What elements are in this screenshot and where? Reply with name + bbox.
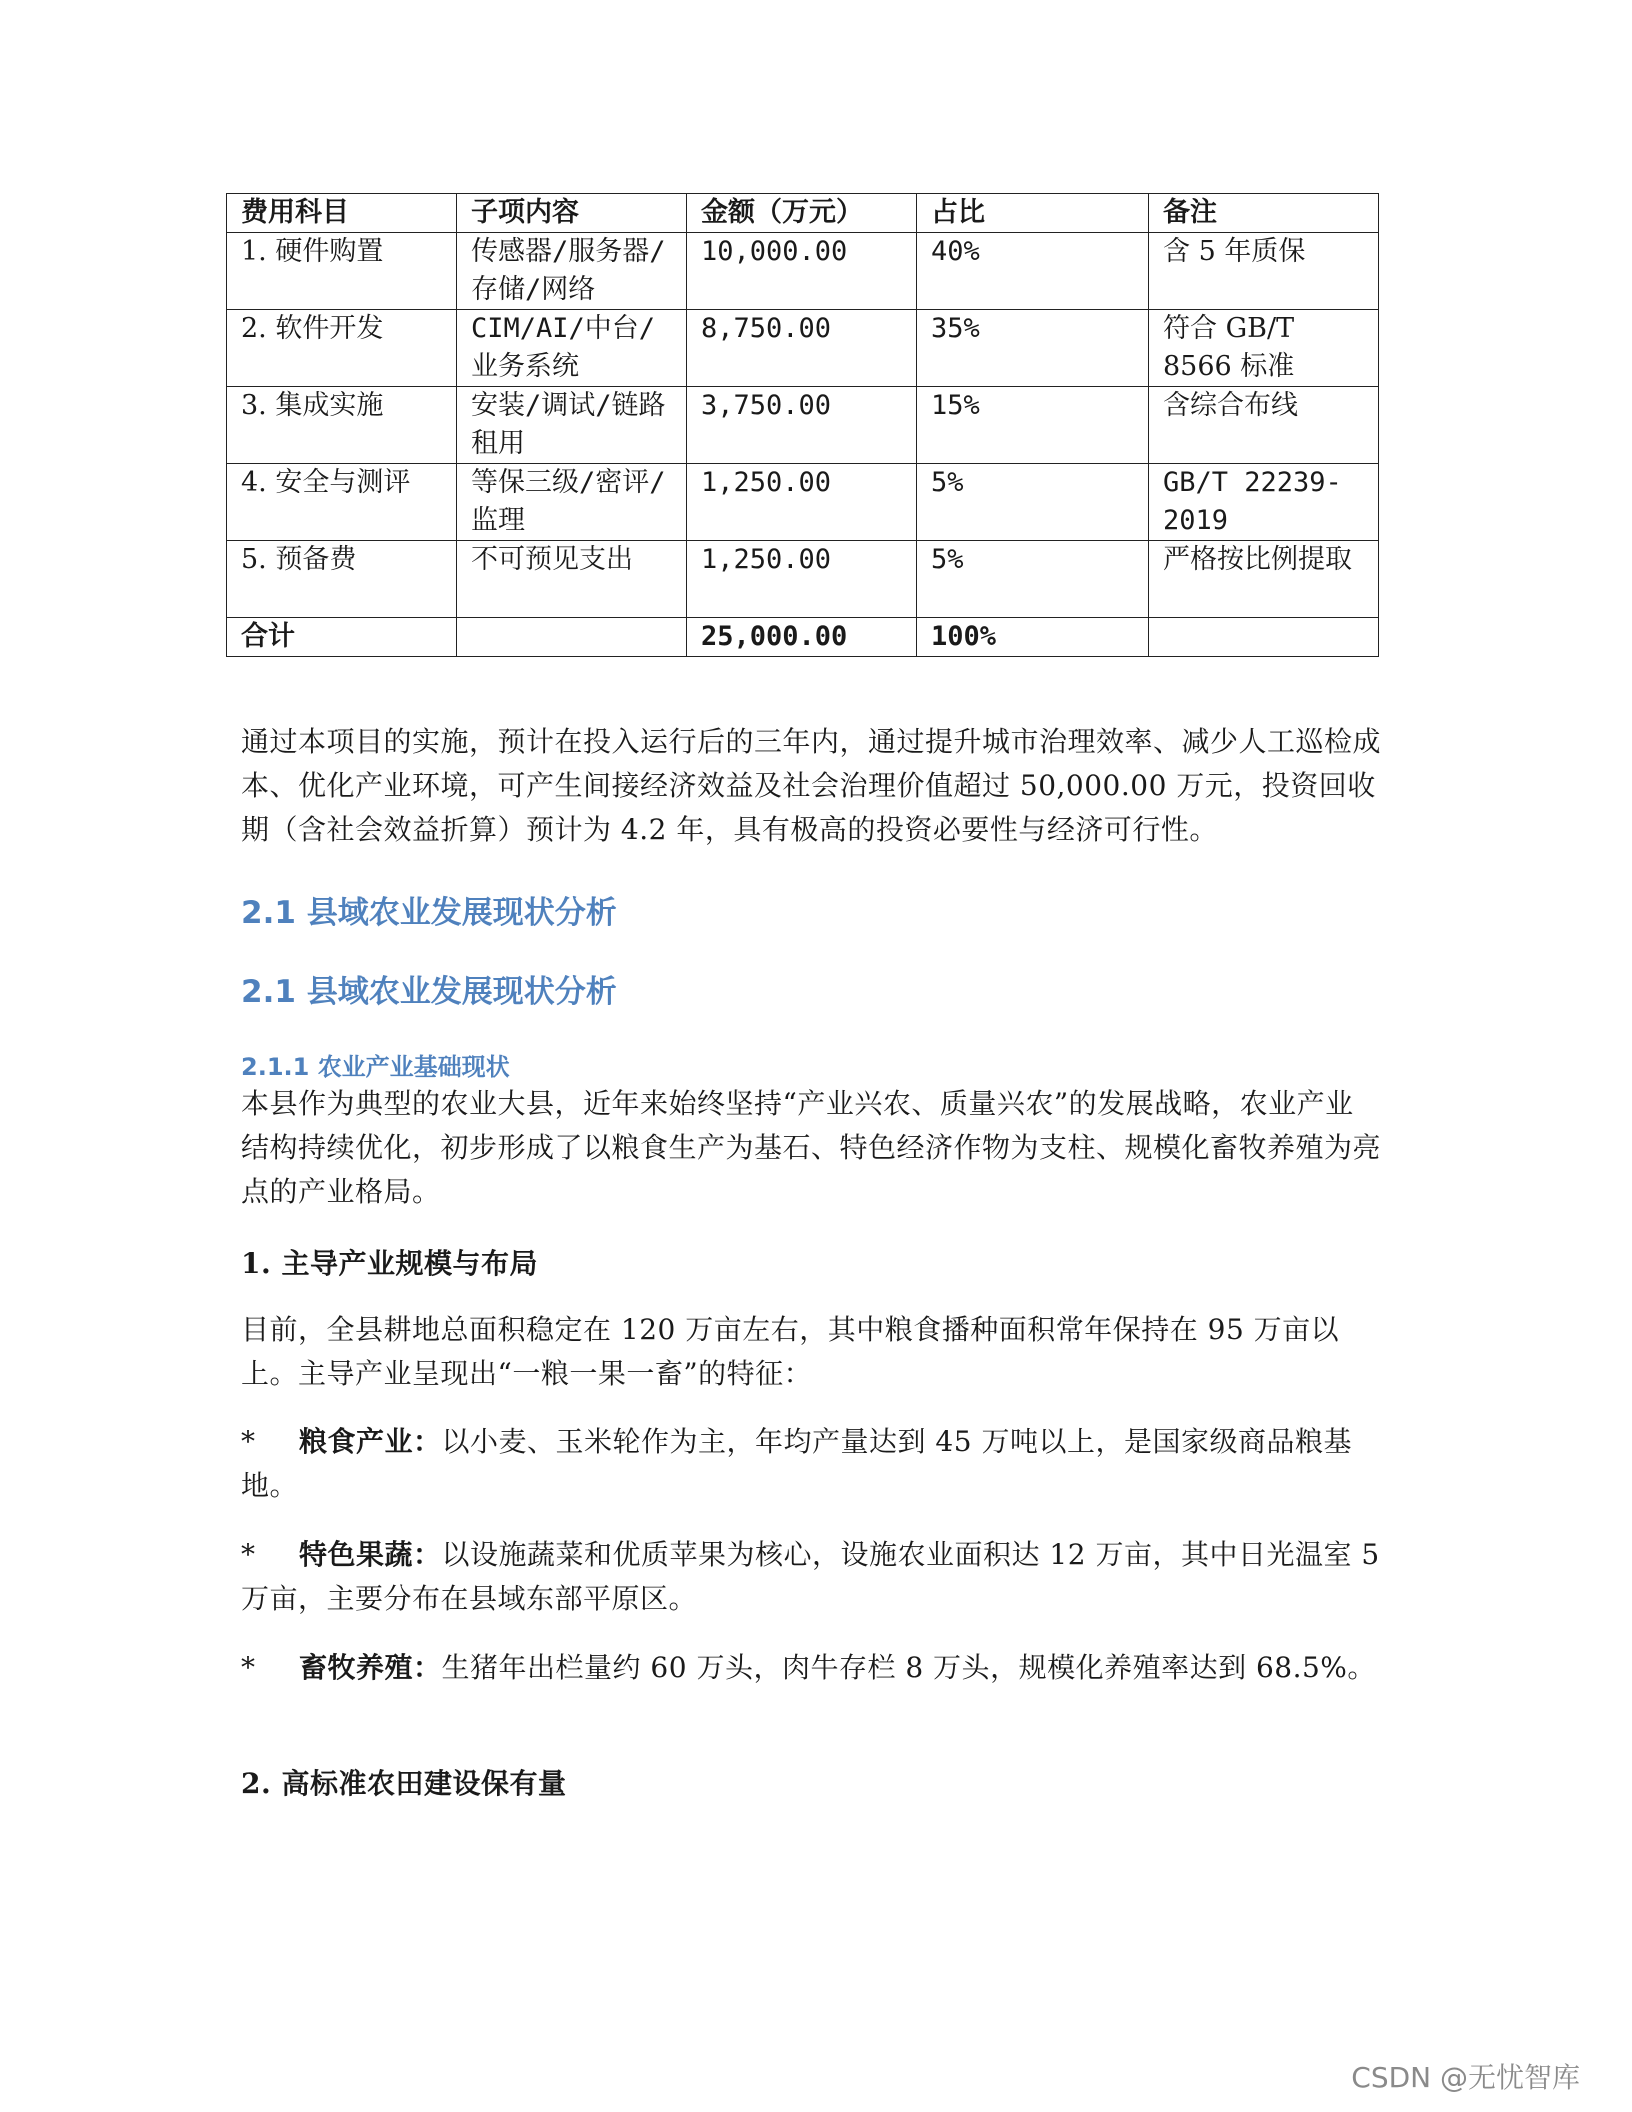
cell-item: 5. 预备费 bbox=[227, 541, 457, 618]
cell-amount: 1,250.00 bbox=[687, 464, 917, 541]
budget-table bbox=[226, 193, 1379, 657]
intro-paragraph: 本县作为典型的农业大县，近年来始终坚持“产业兴农、质量兴农”的发展战略，农业产业结构持续优化，初步形成了以粮食生产为基石、特色经济作物为支柱、规模化畜牧养殖为亮点的产业格局。 bbox=[241, 1087, 1382, 1208]
cell-content: CIM/AI/中台/业务系统 bbox=[457, 310, 687, 387]
cell-amount: 10,000.00 bbox=[687, 233, 917, 310]
bullet-text: 生猪年出栏量约 60 万头，肉牛存栏 8 万头，规模化养殖率达到 68.5%。 bbox=[441, 1651, 1376, 1684]
section-heading: 2.1 县域农业发展现状分析 bbox=[241, 895, 617, 931]
subsection-heading: 2.1.1 农业产业基础现状 bbox=[241, 1053, 510, 1081]
cell-ratio: 40% bbox=[917, 233, 1149, 310]
total-ratio: 100% bbox=[917, 618, 1149, 657]
bullet-item bbox=[241, 1420, 1381, 1508]
bullet-marker: * bbox=[241, 1651, 256, 1684]
table-row bbox=[227, 310, 1379, 387]
section-1-title: 1. 主导产业规模与布局 bbox=[241, 1247, 538, 1280]
bullet-text: 以设施蔬菜和优质苹果为核心，设施农业面积达 12 万亩，其中日光温室 5 万亩，主要分布在县域东部平原区。 bbox=[241, 1538, 1380, 1615]
header-note: 备注 bbox=[1149, 194, 1379, 233]
bullet-marker: * bbox=[241, 1538, 256, 1571]
bullet-lead: 特色果蔬： bbox=[299, 1538, 442, 1571]
table-header-row bbox=[227, 194, 1379, 233]
cell-ratio: 35% bbox=[917, 310, 1149, 387]
total-label: 合计 bbox=[227, 618, 457, 657]
section-heading-duplicate: 2.1 县域农业发展现状分析 bbox=[241, 974, 617, 1010]
cell-item: 1. 硬件购置 bbox=[227, 233, 457, 310]
cell-amount: 8,750.00 bbox=[687, 310, 917, 387]
bullet-item bbox=[241, 1533, 1381, 1621]
header-content: 子项内容 bbox=[457, 194, 687, 233]
header-subject: 费用科目 bbox=[227, 194, 457, 233]
watermark: CSDN @无忧智库 bbox=[1351, 2061, 1580, 2094]
table-row bbox=[227, 387, 1379, 464]
cell-ratio: 5% bbox=[917, 541, 1149, 618]
summary-paragraph: 通过本项目的实施，预计在投入运行后的三年内，通过提升城市治理效率、减少人工巡检成本、优化产业环境，可产生间接经济效益及社会治理价值超过 50,000.00 万元，投资回收期（含社会效益折算）预计为 4.2 年，具有极高的投资必要性与经济可行性。 bbox=[241, 725, 1382, 846]
bullet-item bbox=[241, 1646, 1381, 1690]
total-content bbox=[457, 618, 687, 657]
cell-note: 符合 GB/T 8566 标准 bbox=[1149, 310, 1379, 387]
cell-ratio: 15% bbox=[917, 387, 1149, 464]
cell-note: 含综合布线 bbox=[1149, 387, 1379, 464]
table-row bbox=[227, 464, 1379, 541]
cell-content: 不可预见支出 bbox=[457, 541, 687, 618]
cell-content: 传感器/服务器/存储/网络 bbox=[457, 233, 687, 310]
cell-item: 3. 集成实施 bbox=[227, 387, 457, 464]
cell-note: 含 5 年质保 bbox=[1149, 233, 1379, 310]
cell-content: 等保三级/密评/监理 bbox=[457, 464, 687, 541]
header-amount: 金额（万元） bbox=[687, 194, 917, 233]
cell-note: 严格按比例提取 bbox=[1149, 541, 1379, 618]
section-2-title: 2. 高标准农田建设保有量 bbox=[241, 1767, 567, 1800]
bullet-lead: 粮食产业： bbox=[299, 1425, 442, 1458]
cell-ratio: 5% bbox=[917, 464, 1149, 541]
bullet-lead: 畜牧养殖： bbox=[299, 1651, 442, 1684]
cell-content: 安装/调试/链路租用 bbox=[457, 387, 687, 464]
cell-amount: 1,250.00 bbox=[687, 541, 917, 618]
table-row bbox=[227, 541, 1379, 618]
total-note bbox=[1149, 618, 1379, 657]
table-total-row bbox=[227, 618, 1379, 657]
section-1-paragraph: 目前，全县耕地总面积稳定在 120 万亩左右，其中粮食播种面积常年保持在 95 万亩以上。主导产业呈现出“一粮一果一畜”的特征： bbox=[241, 1313, 1340, 1390]
total-amount: 25,000.00 bbox=[687, 618, 917, 657]
bullet-marker: * bbox=[241, 1425, 256, 1458]
header-ratio: 占比 bbox=[917, 194, 1149, 233]
cell-amount: 3,750.00 bbox=[687, 387, 917, 464]
bullet-text: 以小麦、玉米轮作为主，年均产量达到 45 万吨以上，是国家级商品粮基地。 bbox=[241, 1425, 1352, 1502]
cell-item: 2. 软件开发 bbox=[227, 310, 457, 387]
cell-note: GB/T 22239-2019 bbox=[1149, 464, 1379, 541]
cell-item: 4. 安全与测评 bbox=[227, 464, 457, 541]
table-row bbox=[227, 233, 1379, 310]
